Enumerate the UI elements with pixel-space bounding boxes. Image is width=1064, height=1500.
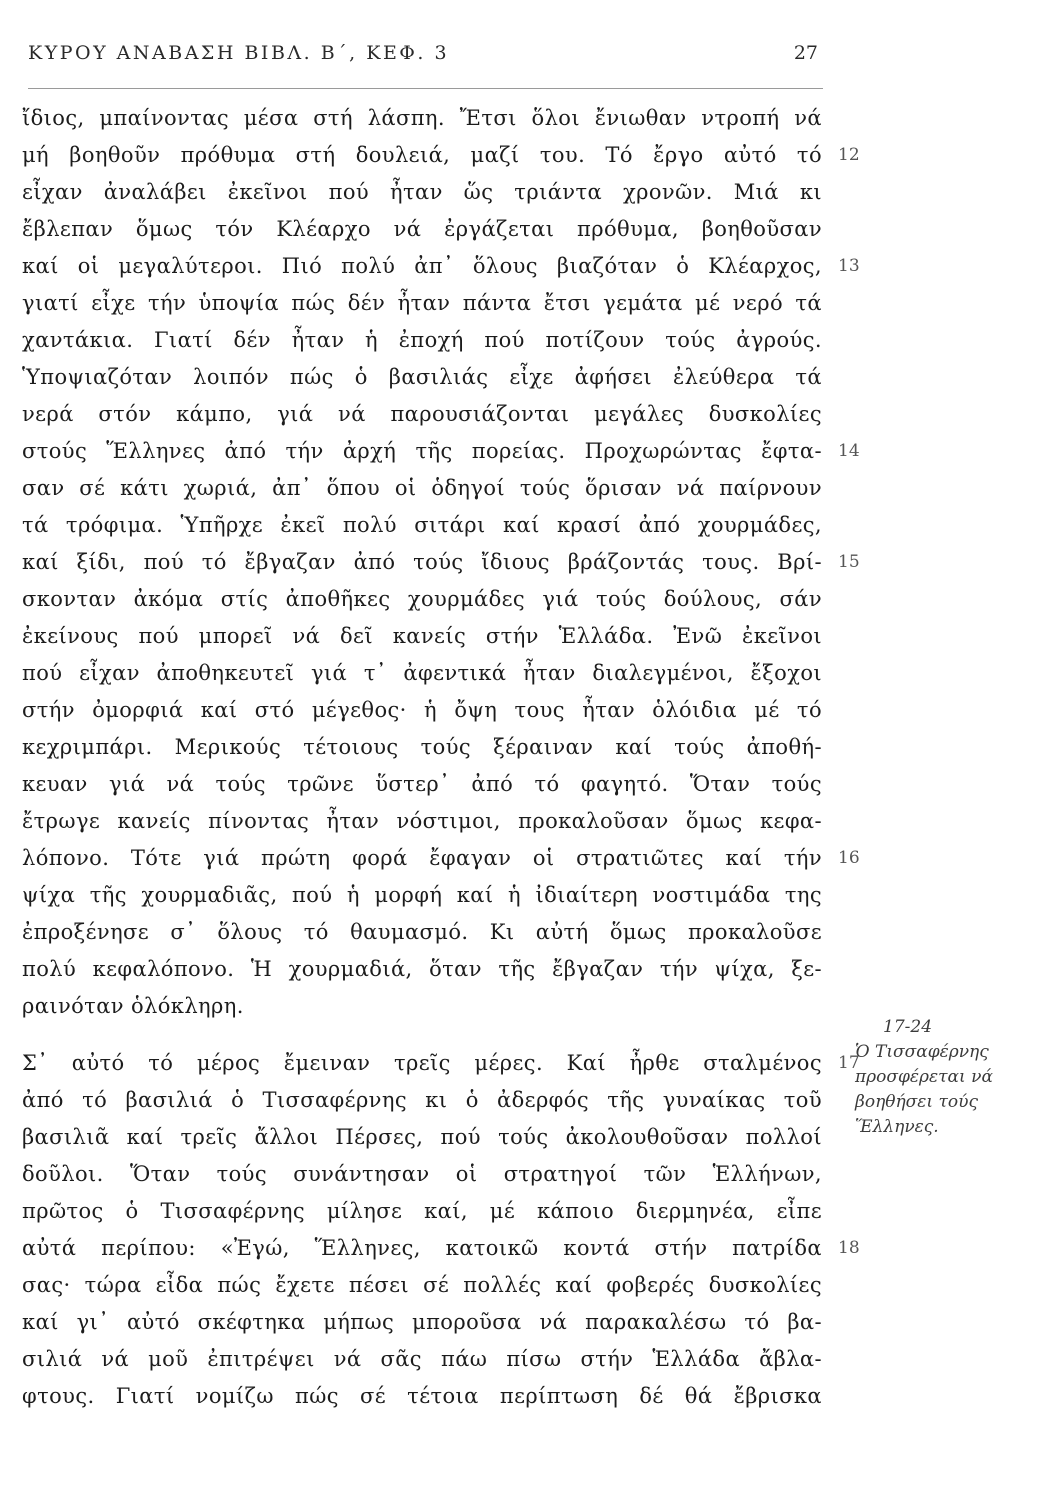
text-line: σκονταν ἀκόμα στίς ἀποθῆκες χουρμάδες γιά τούς δούλους, σάν (22, 587, 822, 611)
text-line: ἔτρωγε κανείς πίνοντας ἦταν νόστιμοι, προκαλοῦσαν ὅμως κεφα- (22, 809, 822, 833)
text-line: Σ᾽ αὐτό τό μέρος ἔμειναν τρεῖς μέρες. Καί ἦρθε σταλμένος (22, 1051, 822, 1075)
page-number: 27 (793, 42, 818, 64)
running-head-title: ΚΥΡΟΥ ΑΝΑΒΑΣΗ ΒΙΒΛ. Β΄, ΚΕΦ. 3 (28, 42, 450, 64)
text-line: λόπονο. Τότε γιά πρώτη φορά ἔφαγαν οἱ στρατιῶτες καί τήν (22, 846, 822, 870)
margin-note-range: 17-24 (883, 1017, 933, 1037)
text-line: σιλιά νά μοῦ ἐπιτρέψει νά σᾶς πάω πίσω στήν Ἑλλάδα ἄβλα- (22, 1347, 822, 1371)
text-line: ἐκείνους πού μπορεῖ νά δεῖ κανείς στήν Ἑλλάδα. Ἐνῶ ἐκεῖνοι (22, 624, 822, 648)
text-line: δοῦλοι. Ὅταν τούς συνάντησαν οἱ στρατηγοί τῶν Ἑλλήνων, (22, 1162, 822, 1186)
text-line: ψίχα τῆς χουρμαδιᾶς, πού ἡ μορφή καί ἡ ἰδιαίτερη νοστιμάδα της (22, 883, 822, 907)
text-line: φτους. Γιατί νομίζω πώς σέ τέτοια περίπτωση δέ θά ἔβρισκα (22, 1384, 822, 1408)
text-line: καί ξίδι, πού τό ἔβγαζαν ἀπό τούς ἴδιους βράζοντάς τους. Βρί- (22, 550, 822, 574)
margin-summary-note (855, 1015, 1055, 1140)
text-line: πολύ κεφαλόπονο. Ἡ χουρμαδιά, ὅταν τῆς ἔβγαζαν τήν ψίχα, ξε- (22, 957, 822, 981)
text-line: νερά στόν κάμπο, γιά νά παρουσιάζονται μεγάλες δυσκολίες (22, 402, 822, 426)
running-head (28, 42, 818, 72)
section-number-18: 18 (838, 1238, 860, 1258)
text-line: σαν σέ κάτι χωριά, ἀπ᾽ ὅπου οἱ ὁδηγοί τούς ὅρισαν νά παίρνουν (22, 476, 822, 500)
text-line: Ὑποψιαζόταν λοιπόν πώς ὁ βασιλιάς εἶχε ἀφήσει ἐλεύθερα τά (22, 365, 822, 389)
section-number-14: 14 (838, 441, 860, 461)
text-line: πού εἶχαν ἀποθηκευτεῖ γιά τ᾽ ἀφεντικά ἦταν διαλεγμένοι, ἔξοχοι (22, 661, 822, 685)
text-line: καί οἱ μεγαλύτεροι. Πιό πολύ ἀπ᾽ ὅλους βιαζόταν ὁ Κλέαρχος, (22, 254, 822, 278)
text-line: ἴδιος, μπαίνοντας μέσα στή λάσπη. Ἔτσι ὅλοι ἔνιωθαν ντροπή νά (22, 106, 822, 130)
section-number-16: 16 (838, 848, 860, 868)
text-line: αὐτά περίπου: «Ἐγώ, Ἕλληνες, κατοικῶ κοντά στήν πατρίδα (22, 1236, 822, 1260)
text-line: χαντάκια. Γιατί δέν ἦταν ἡ ἐποχή πού ποτίζουν τούς ἀγρούς. (22, 328, 822, 352)
text-line: σας· τώρα εἶδα πώς ἔχετε πέσει σέ πολλές καί φοβερές δυσκολίες (22, 1273, 822, 1297)
text-line: ἐπροξένησε σ᾽ ὅλους τό θαυμασμό. Κι αὐτή ὅμως προκαλοῦσε (22, 920, 822, 944)
section-number-13: 13 (838, 256, 860, 276)
text-line: τά τρόφιμα. Ὑπῆρχε ἐκεῖ πολύ σιτάρι καί κρασί ἀπό χουρμάδες, (22, 513, 822, 537)
text-line: ραινόταν ὁλόκληρη. (22, 994, 244, 1018)
section-number-12: 12 (838, 145, 860, 165)
section-number-17: 17 (838, 1053, 860, 1073)
header-rule (28, 88, 823, 89)
text-line: ἀπό τό βασιλιά ὁ Τισσαφέρνης κι ὁ ἀδερφός τῆς γυναίκας τοῦ (22, 1088, 822, 1112)
text-line: γιατί εἶχε τήν ὑποψία πώς δέν ἦταν πάντα ἔτσι γεμάτα μέ νερό τά (22, 291, 822, 315)
text-line: μή βοηθοῦν πρόθυμα στή δουλειά, μαζί του. Τό ἔργο αὐτό τό (22, 143, 822, 167)
text-line: κεχριμπάρι. Μερικούς τέτοιους τούς ξέραιναν καί τούς ἀποθή- (22, 735, 822, 759)
section-number-15: 15 (838, 552, 860, 572)
text-line: κευαν γιά νά τούς τρῶνε ὕστερ᾽ ἀπό τό φαγητό. Ὅταν τούς (22, 772, 822, 796)
text-line: ἔβλεπαν ὅμως τόν Κλέαρχο νά ἐργάζεται πρόθυμα, βοηθοῦσαν (22, 217, 822, 241)
margin-note-text: Ὁ Τισσαφέρνης προσφέρεται νά βοηθήσει τούς Ἕλληνες. (855, 1042, 993, 1137)
text-line: στήν ὀμορφιά καί στό μέγεθος· ἡ ὄψη τους ἦταν ὁλόιδια μέ τό (22, 698, 822, 722)
text-line: στούς Ἕλληνες ἀπό τήν ἀρχή τῆς πορείας. Προχωρώντας ἔφτα- (22, 439, 822, 463)
text-line: βασιλιᾶ καί τρεῖς ἄλλοι Πέρσες, πού τούς ἀκολουθοῦσαν πολλοί (22, 1125, 822, 1149)
text-line: πρῶτος ὁ Τισσαφέρνης μίλησε καί, μέ κάποιο διερμηνέα, εἶπε (22, 1199, 822, 1223)
text-line: καί γι᾽ αὐτό σκέφτηκα μήπως μποροῦσα νά παρακαλέσω τό βα- (22, 1310, 822, 1334)
text-line: εἶχαν ἀναλάβει ἐκεῖνοι πού ἦταν ὥς τριάντα χρονῶν. Μιά κι (22, 180, 822, 204)
